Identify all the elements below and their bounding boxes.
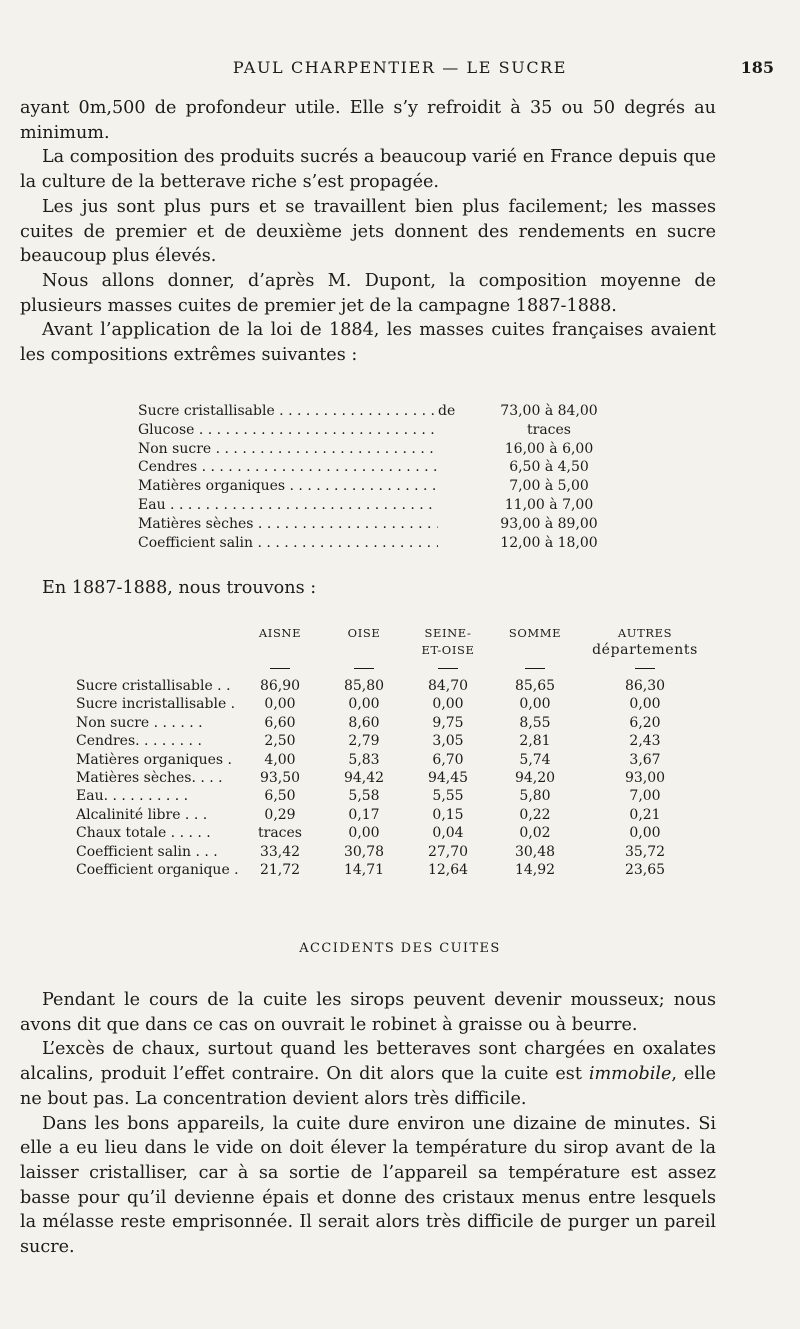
table-row [76,751,710,769]
table-row [76,677,710,695]
column-header [406,625,490,659]
row-prefix [438,421,473,440]
table-cell: 6,60 [264,714,296,731]
table-row [76,824,710,842]
table-cell: 21,72 [259,862,301,879]
page-header [20,58,780,82]
table-cell: 86,90 [259,678,301,694]
row-label: Alcalinité libre . . . [76,806,208,823]
table-row [76,769,710,787]
running-head: PAUL CHARPENTIER — LE SUCRE [232,58,568,77]
regional-composition-table [76,625,710,879]
paragraph [20,1037,716,1111]
row-prefix [438,477,473,496]
row-label: Sucre cristallisable . . [76,678,231,694]
table-cell: 3,05 [432,733,464,750]
paragraph: Pendant le cours de la cuite les sirops peuvent devenir mousseux; nous avons dit que dans ce cas on ouvrait le robinet à graisse ou à beurre. [20,990,716,1035]
table-row [138,440,625,459]
table-cell: 2,79 [348,733,380,750]
table-cell: 94,42 [343,770,385,787]
column-header-line: OISE [347,626,381,640]
paragraph: La composition des produits sucrés a beaucoup varié en France depuis que la culture de la betterave riche s’est propagée. [20,147,716,193]
row-label: Non sucre . . . [138,440,438,459]
column-header-line: SEINE- [424,626,472,640]
table-row [138,496,625,515]
row-label: Non sucre . . . . . . [76,714,203,731]
table-cell: 30,78 [343,843,385,860]
table-cell: 14,71 [343,862,385,879]
table-row [76,714,710,732]
row-value: 7,00 à 5,00 [509,478,589,495]
row-label: Coefficient salin . . . [138,534,438,553]
table-cell: 5,74 [519,751,551,768]
page-number: 185 [740,58,774,77]
table-cell: 3,67 [629,751,661,768]
table-row [138,477,625,496]
table-cell: 94,20 [514,770,556,787]
row-label: Matières organiques . . . [138,477,438,496]
table-cell: 0,21 [629,806,661,823]
header-rules [76,659,710,677]
table-row [76,695,710,713]
table-row [138,458,625,477]
table-cell: 0,02 [519,825,551,842]
table-cell: 85,65 [514,678,556,694]
row-value: 93,00 à 89,00 [500,515,598,532]
table-cell: 0,29 [264,806,296,823]
column-header [322,625,406,642]
row-label: Cendres . . . [138,458,438,477]
row-label: Eau . . . [138,496,438,515]
table-cell: 5,83 [348,751,380,768]
row-value: traces [527,421,571,438]
table-cell: 0,15 [432,806,464,823]
row-label: Coefficient salin . . . [76,843,218,860]
row-label: Sucre incristallisable . [76,696,236,713]
extreme-composition-table [138,402,625,552]
table-cell: 6,70 [432,751,464,768]
column-header [238,625,322,642]
dash-rule [438,668,458,669]
column-header-line: AISNE [258,626,302,640]
table-cell: 35,72 [624,843,666,860]
row-label: Matières sèches. . . . [76,770,223,787]
table-cell: 12,64 [427,862,469,879]
table-cell: 0,00 [348,825,380,842]
table-cell: 2,81 [519,733,551,750]
table-cell: 5,80 [519,788,551,805]
table-cell: 6,50 [264,788,296,805]
table-cell: 84,70 [427,678,469,694]
table-cell: 5,58 [348,788,380,805]
table-cell: 0,00 [629,696,661,713]
table-cell: 9,75 [432,714,464,731]
row-label: Cendres. . . . . . . . [76,733,202,750]
section-title: ACCIDENTS DES CUITES [299,941,501,956]
rule-cell [580,668,710,669]
table-cell: 2,43 [629,733,661,750]
table-cell: 14,92 [514,862,556,879]
accidents-text [20,988,716,1260]
row-value: 6,50 à 4,50 [509,459,589,476]
table-row [138,515,625,534]
paragraph: Dans les bons appareils, la cuite dure environ une dizaine de minutes. Si elle a eu lieu dans le vide on doit élever la température du sirop avant de la laisser cristalliser, car à sa sortie de l’appareil sa température est assez basse pour qu’il devienne épais et donne des cristaux menus entre lesquels la mélasse reste emprisonnée. Il serait alors très difficile de purger un pareil sucre. [20,1113,716,1258]
row-label: Coefficient organique . [76,862,239,879]
table-cell: 0,00 [629,825,661,842]
table-row [76,806,710,824]
rule-cell [406,668,490,669]
table-cell: 2,50 [264,733,296,750]
intro-text [20,96,716,368]
table-cell: 6,20 [629,714,661,731]
row-label: Matières organiques . [76,751,232,768]
dash-rule [635,668,655,669]
rule-cell [322,668,406,669]
table-row [138,421,625,440]
table-cell: 33,42 [259,843,301,860]
table-row [138,402,625,421]
row-prefix [438,458,473,477]
table-cell: 0,00 [264,696,296,713]
paragraph: Nous allons donner, d’après M. Dupont, la composition moyenne de plusieurs masses cuites de premier jet de la campagne 1887-1888. [20,270,716,316]
column-header-line: AUTRES [617,626,673,640]
text-run: , elle ne bout pas. La concentration devient alors très difficile. [20,1064,716,1109]
table-cell: 0,04 [432,825,464,842]
dash-rule [354,668,374,669]
table-body [76,677,710,879]
row-prefix [438,496,473,515]
row-label: Glucose . . . [138,421,438,440]
table-cell: 94,45 [427,770,469,787]
row-prefix: de [438,403,456,419]
table-cell: 5,55 [432,788,464,805]
table-row [76,787,710,805]
table-cell: 27,70 [427,843,469,860]
table-row [138,534,625,553]
table-row [76,732,710,750]
table-cell: 23,65 [624,862,666,879]
table-cell: 0,22 [519,806,551,823]
table-cell: 0,00 [432,696,464,713]
dash-rule [270,668,290,669]
row-prefix [438,515,473,534]
table-cell: traces [258,825,302,842]
column-header-line: ET-OISE [421,643,475,657]
column-header-line: départements [592,642,698,658]
table-cell: 0,00 [519,696,551,713]
text-run: L’excès de chaux, surtout quand les betteraves sont chargées en oxalates alcalins, produit l’effet contraire. On dit alors que la cuite est [20,1039,716,1085]
table-cell: 0,17 [348,806,380,823]
transition-line: En 1887-1888, nous trouvons : [42,578,317,598]
table-cell: 85,80 [343,678,385,694]
table-cell: 4,00 [264,751,296,768]
row-value: 73,00 à 84,00 [500,403,598,419]
table-cell: 7,00 [629,788,661,805]
table-cell: 8,55 [519,714,551,731]
table-cell: 93,50 [259,770,301,787]
column-header [580,625,710,659]
emphasis: immobile [588,1064,672,1085]
table-row [76,843,710,861]
row-label: Matières sèches . . . [138,515,438,534]
paragraph: Les jus sont plus purs et se travaillent bien plus facilement; les masses cuites de premier et de deuxième jets donnent des rendements en sucre beaucoup plus élevés. [20,196,716,267]
rule-cell [238,668,322,669]
table-header [76,625,710,659]
row-label: Chaux totale . . . . . [76,825,211,842]
row-label: Eau. . . . . . . . . . [76,788,189,805]
table-cell: 8,60 [348,714,380,731]
table-cell: 30,48 [514,843,556,860]
column-header-line: SOMME [508,626,562,640]
row-value: 12,00 à 18,00 [500,534,598,551]
row-prefix [438,534,473,553]
column-header [490,625,580,642]
table-cell: 0,00 [348,696,380,713]
row-prefix [438,440,473,459]
row-label: Sucre cristallisable . . . [138,402,438,421]
table-cell: 86,30 [624,678,666,694]
paragraph: Avant l’application de la loi de 1884, les masses cuites françaises avaient les compositions extrêmes suivantes : [20,320,716,366]
row-value: 16,00 à 6,00 [504,440,594,457]
table-row [76,861,710,879]
rule-cell [490,668,580,669]
table-cell: 93,00 [624,770,666,787]
paragraph: ayant 0m,500 de profondeur utile. Elle s’y refroidit à 35 ou 50 degrés au minimum. [20,98,716,143]
dash-rule [525,668,545,669]
row-value: 11,00 à 7,00 [504,496,594,513]
